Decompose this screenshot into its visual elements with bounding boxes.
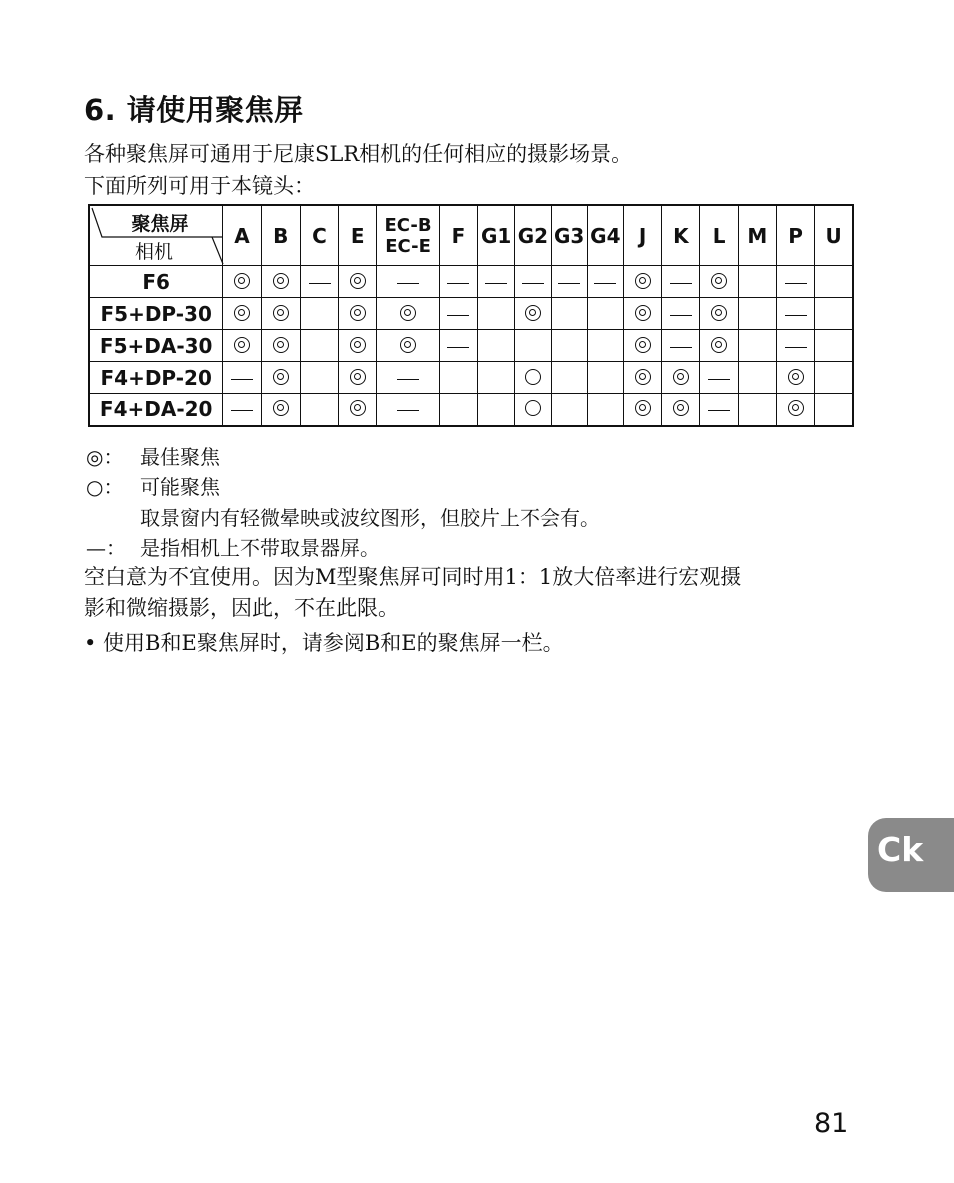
cell-best-focus (339, 330, 377, 362)
circle-symbol: ○： (86, 475, 124, 499)
cell-no-screen (776, 266, 814, 298)
double-circle-icon (635, 369, 651, 385)
column-header-label: EC-E (385, 235, 431, 257)
dash-icon (447, 315, 469, 316)
cell-not-usable (815, 298, 853, 330)
cell-not-usable (587, 298, 623, 330)
cell-not-usable (478, 298, 515, 330)
table-row (89, 394, 853, 426)
cell-best-focus (377, 298, 439, 330)
cell-not-usable (587, 362, 623, 394)
column-header (662, 205, 700, 266)
cell-possible-focus (515, 362, 551, 394)
double-circle-icon (673, 400, 689, 416)
blank-note-line-1: 空白意为不宜使用。因为M型聚焦屏可同时用1：1放大倍率进行宏观摄 (84, 565, 742, 589)
circle-icon (525, 369, 541, 385)
dash-symbol: —： (86, 536, 126, 560)
dash-icon (397, 379, 419, 380)
intro-line-2: 下面所列可用于本镜头： (84, 174, 315, 198)
section-heading: 6. 请使用聚焦屏 (84, 93, 304, 127)
intro-line-1: 各种聚焦屏可通用于尼康SLR相机的任何相应的摄影场景。 (84, 142, 633, 166)
double-circle-icon (711, 273, 727, 289)
cell-best-focus (261, 330, 300, 362)
cell-no-screen (439, 330, 477, 362)
column-header (439, 205, 477, 266)
cell-no-screen (662, 266, 700, 298)
cell-not-usable (815, 394, 853, 426)
legend-possible-focus-text: 可能聚焦 (140, 475, 220, 499)
cell-no-screen (515, 266, 551, 298)
dash-icon (670, 283, 692, 284)
cell-best-focus (223, 330, 261, 362)
cell-best-focus (623, 330, 661, 362)
column-header-label: U (825, 223, 842, 248)
cell-best-focus (223, 266, 261, 298)
cell-no-screen (439, 298, 477, 330)
dash-icon (670, 315, 692, 316)
column-header (223, 205, 261, 266)
double-circle-icon (350, 369, 366, 385)
cell-best-focus (261, 266, 300, 298)
cell-possible-focus (515, 394, 551, 426)
cell-best-focus (261, 394, 300, 426)
legend-no-screen-text: 是指相机上不带取景器屏。 (140, 536, 380, 560)
double-circle-icon (788, 369, 804, 385)
cell-best-focus (623, 266, 661, 298)
corner-screen-label: 聚焦屏 (131, 213, 189, 235)
dash-icon (447, 347, 469, 348)
cell-not-usable (551, 330, 587, 362)
language-tab-label: Ck (877, 830, 924, 869)
dash-icon (447, 283, 469, 284)
dash-icon (397, 283, 419, 284)
cell-not-usable (478, 362, 515, 394)
column-header-label: C (312, 223, 327, 248)
double-circle-icon (234, 305, 250, 321)
cell-best-focus (261, 362, 300, 394)
camera-row-label: F4+DA-20 (89, 394, 223, 426)
double-circle-icon (635, 400, 651, 416)
cell-best-focus (776, 362, 814, 394)
cell-no-screen (700, 362, 738, 394)
cell-no-screen (662, 330, 700, 362)
table-body (89, 266, 853, 426)
cell-not-usable (300, 362, 338, 394)
double-circle-icon (400, 305, 416, 321)
column-header (300, 205, 338, 266)
column-header (515, 205, 551, 266)
cell-best-focus (339, 298, 377, 330)
cell-no-screen (300, 266, 338, 298)
cell-not-usable (515, 330, 551, 362)
cell-best-focus (776, 394, 814, 426)
cell-not-usable (738, 266, 776, 298)
column-header (377, 205, 439, 266)
double-circle-icon (635, 305, 651, 321)
cell-not-usable (815, 362, 853, 394)
double-circle-icon (711, 305, 727, 321)
dash-icon (522, 283, 544, 284)
dash-icon (785, 347, 807, 348)
column-header-label: P (788, 223, 803, 248)
cell-no-screen (776, 330, 814, 362)
column-header (261, 205, 300, 266)
cell-best-focus (377, 330, 439, 362)
column-header-label: E (350, 223, 365, 248)
double-circle-icon (673, 369, 689, 385)
cell-no-screen (551, 266, 587, 298)
cell-no-screen (377, 394, 439, 426)
dash-icon (309, 283, 331, 284)
column-header (587, 205, 623, 266)
cell-best-focus (623, 298, 661, 330)
double-circle-icon (273, 305, 289, 321)
cell-no-screen (776, 298, 814, 330)
cell-best-focus (623, 362, 661, 394)
column-header (738, 205, 776, 266)
dash-icon (785, 315, 807, 316)
double-circle-icon (273, 273, 289, 289)
cell-not-usable (478, 394, 515, 426)
dash-icon (785, 283, 807, 284)
cell-no-screen (662, 298, 700, 330)
cell-not-usable (738, 362, 776, 394)
double-circle-icon (350, 305, 366, 321)
cell-not-usable (300, 394, 338, 426)
dash-icon (670, 347, 692, 348)
column-header-label: K (673, 223, 689, 248)
cell-not-usable (815, 330, 853, 362)
bullet-note: • 使用B和E聚焦屏时，请参阅B和E的聚焦屏一栏。 (84, 631, 564, 655)
cell-best-focus (515, 298, 551, 330)
column-header-label: B (273, 223, 289, 248)
double-circle-icon (234, 337, 250, 353)
corner-camera-label: 相机 (134, 241, 173, 263)
table-row (89, 298, 853, 330)
double-circle-icon (273, 369, 289, 385)
double-circle-icon (350, 273, 366, 289)
column-header-label: G3 (553, 223, 585, 248)
camera-row-label: F6 (89, 266, 223, 298)
double-circle-icon (400, 337, 416, 353)
column-header-label: J (638, 223, 647, 248)
legend-possible-focus-note: 取景窗内有轻微晕映或波纹图形，但胶片上不会有。 (140, 506, 600, 530)
cell-not-usable (551, 362, 587, 394)
cell-not-usable (300, 298, 338, 330)
cell-best-focus (223, 298, 261, 330)
cell-no-screen (478, 266, 515, 298)
double-circle-icon (788, 400, 804, 416)
cell-not-usable (587, 330, 623, 362)
cell-not-usable (439, 394, 477, 426)
cell-best-focus (261, 298, 300, 330)
cell-not-usable (738, 394, 776, 426)
dash-icon (485, 283, 507, 284)
circle-icon (525, 400, 541, 416)
cell-best-focus (339, 394, 377, 426)
double-circle-icon (711, 337, 727, 353)
legend-best-focus-text: 最佳聚焦 (140, 445, 220, 469)
cell-no-screen (377, 266, 439, 298)
double-circle-icon (525, 305, 541, 321)
cell-no-screen (377, 362, 439, 394)
double-circle-icon (273, 337, 289, 353)
table-row (89, 362, 853, 394)
dash-icon (231, 379, 253, 380)
column-header-label: M (747, 223, 768, 248)
page-number: 81 (814, 1108, 849, 1139)
column-header (776, 205, 814, 266)
camera-row-label: F5+DP-30 (89, 298, 223, 330)
column-header-label: G1 (480, 223, 512, 248)
cell-not-usable (551, 298, 587, 330)
column-header-label: A (234, 223, 250, 248)
column-header (339, 205, 377, 266)
column-header (551, 205, 587, 266)
column-header-label: G2 (517, 223, 549, 248)
cell-best-focus (339, 362, 377, 394)
table-row (89, 330, 853, 362)
cell-best-focus (339, 266, 377, 298)
column-header-label: G4 (590, 223, 621, 248)
double-circle-icon (350, 337, 366, 353)
focusing-screen-table (88, 204, 854, 427)
blank-note-line-2: 影和微缩摄影，因此，不在此限。 (84, 596, 399, 620)
cell-no-screen (223, 362, 261, 394)
cell-no-screen (223, 394, 261, 426)
double-circle-icon (234, 273, 250, 289)
double-circle-icon (635, 273, 651, 289)
column-header (815, 205, 853, 266)
cell-best-focus (662, 394, 700, 426)
camera-row-label: F4+DP-20 (89, 362, 223, 394)
column-header (623, 205, 661, 266)
dash-icon (594, 283, 616, 284)
double-circle-icon (273, 400, 289, 416)
cell-best-focus (662, 362, 700, 394)
language-tab (868, 818, 954, 892)
cell-no-screen (587, 266, 623, 298)
double-circle-icon (350, 400, 366, 416)
double-circle-icon (635, 337, 651, 353)
cell-not-usable (587, 394, 623, 426)
cell-not-usable (738, 298, 776, 330)
cell-best-focus (700, 298, 738, 330)
dash-icon (708, 410, 730, 411)
column-header (700, 205, 738, 266)
dash-icon (231, 410, 253, 411)
cell-best-focus (623, 394, 661, 426)
cell-not-usable (551, 394, 587, 426)
column-header-label: L (712, 223, 726, 248)
column-header-label: EC-B (384, 214, 432, 236)
table-corner-header (89, 205, 223, 266)
camera-row-label: F5+DA-30 (89, 330, 223, 362)
cell-best-focus (700, 266, 738, 298)
cell-not-usable (439, 362, 477, 394)
cell-no-screen (700, 394, 738, 426)
cell-no-screen (439, 266, 477, 298)
cell-not-usable (738, 330, 776, 362)
cell-best-focus (700, 330, 738, 362)
table-row (89, 266, 853, 298)
cell-not-usable (478, 330, 515, 362)
cell-not-usable (300, 330, 338, 362)
column-header-label: F (451, 223, 466, 248)
cell-not-usable (815, 266, 853, 298)
double-circle-symbol: ◎： (86, 445, 124, 469)
column-header (478, 205, 515, 266)
dash-icon (397, 410, 419, 411)
dash-icon (708, 379, 730, 380)
dash-icon (558, 283, 580, 284)
table-header-row (89, 205, 853, 266)
